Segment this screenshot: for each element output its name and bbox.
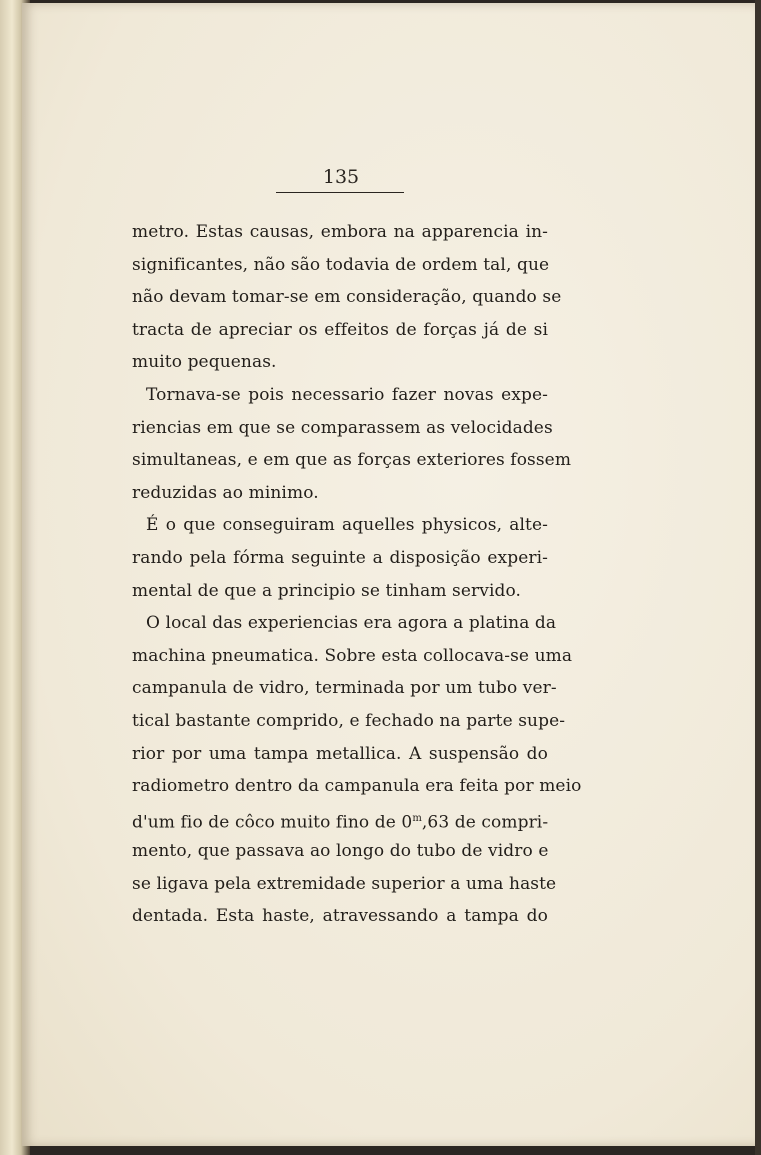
text-line: significantes, não são todavia de ordem tal, que [132,254,550,275]
text-line: mento, que passava ao longo do tubo de vidro e [132,841,549,862]
page-right-edge [755,0,761,1155]
text-line: campanula de vidro, terminada por um tubo ver- [132,678,557,699]
text-line: machina pneumatica. Sobre esta collocava-se uma [132,645,573,666]
text-line: reduzidas ao minimo. [132,482,319,503]
page-number-rule [276,192,404,193]
body-text [132,216,582,933]
text-line: se ligava pela extremidade superior a uma haste [132,873,557,894]
text-line: rior por uma tampa metallica. A suspensão do [132,743,548,764]
text-line: simultaneas, e em que as forças exteriores fossem [132,450,572,471]
text-line: mental de que a principio se tinham servido. [132,580,522,601]
text-line: metro. Estas causas, embora na apparencia in- [132,222,548,242]
text-line: rando pela fórma seguinte a disposição experi- [132,547,548,568]
text-line: É o que conseguiram aquelles physicos, alte- [146,515,548,536]
text-line: dentada. Esta haste, atravessando a tampa do [132,906,548,927]
text-line: riencias em que se comparassem as velocidades [132,417,553,438]
text-line: não devam tomar-se em consideração, quando se [132,287,562,308]
text-line: muito pequenas. [132,352,277,373]
text-line: radiometro dentro da campanula era feita por meio [132,776,582,797]
text-line: d'um fio de côco muito fino de 0$^m$,63 de compri- [132,812,549,833]
page-number: 135 [322,166,360,188]
text-line: tical bastante comprido, e fechado na parte supe- [132,710,566,731]
text-line: Tornava-se pois necessario fazer novas expe- [146,384,548,405]
text-line: O local das experiencias era agora a platina da [146,613,557,634]
text-line: tracta de apreciar os effeitos de forças já de si [132,319,548,340]
